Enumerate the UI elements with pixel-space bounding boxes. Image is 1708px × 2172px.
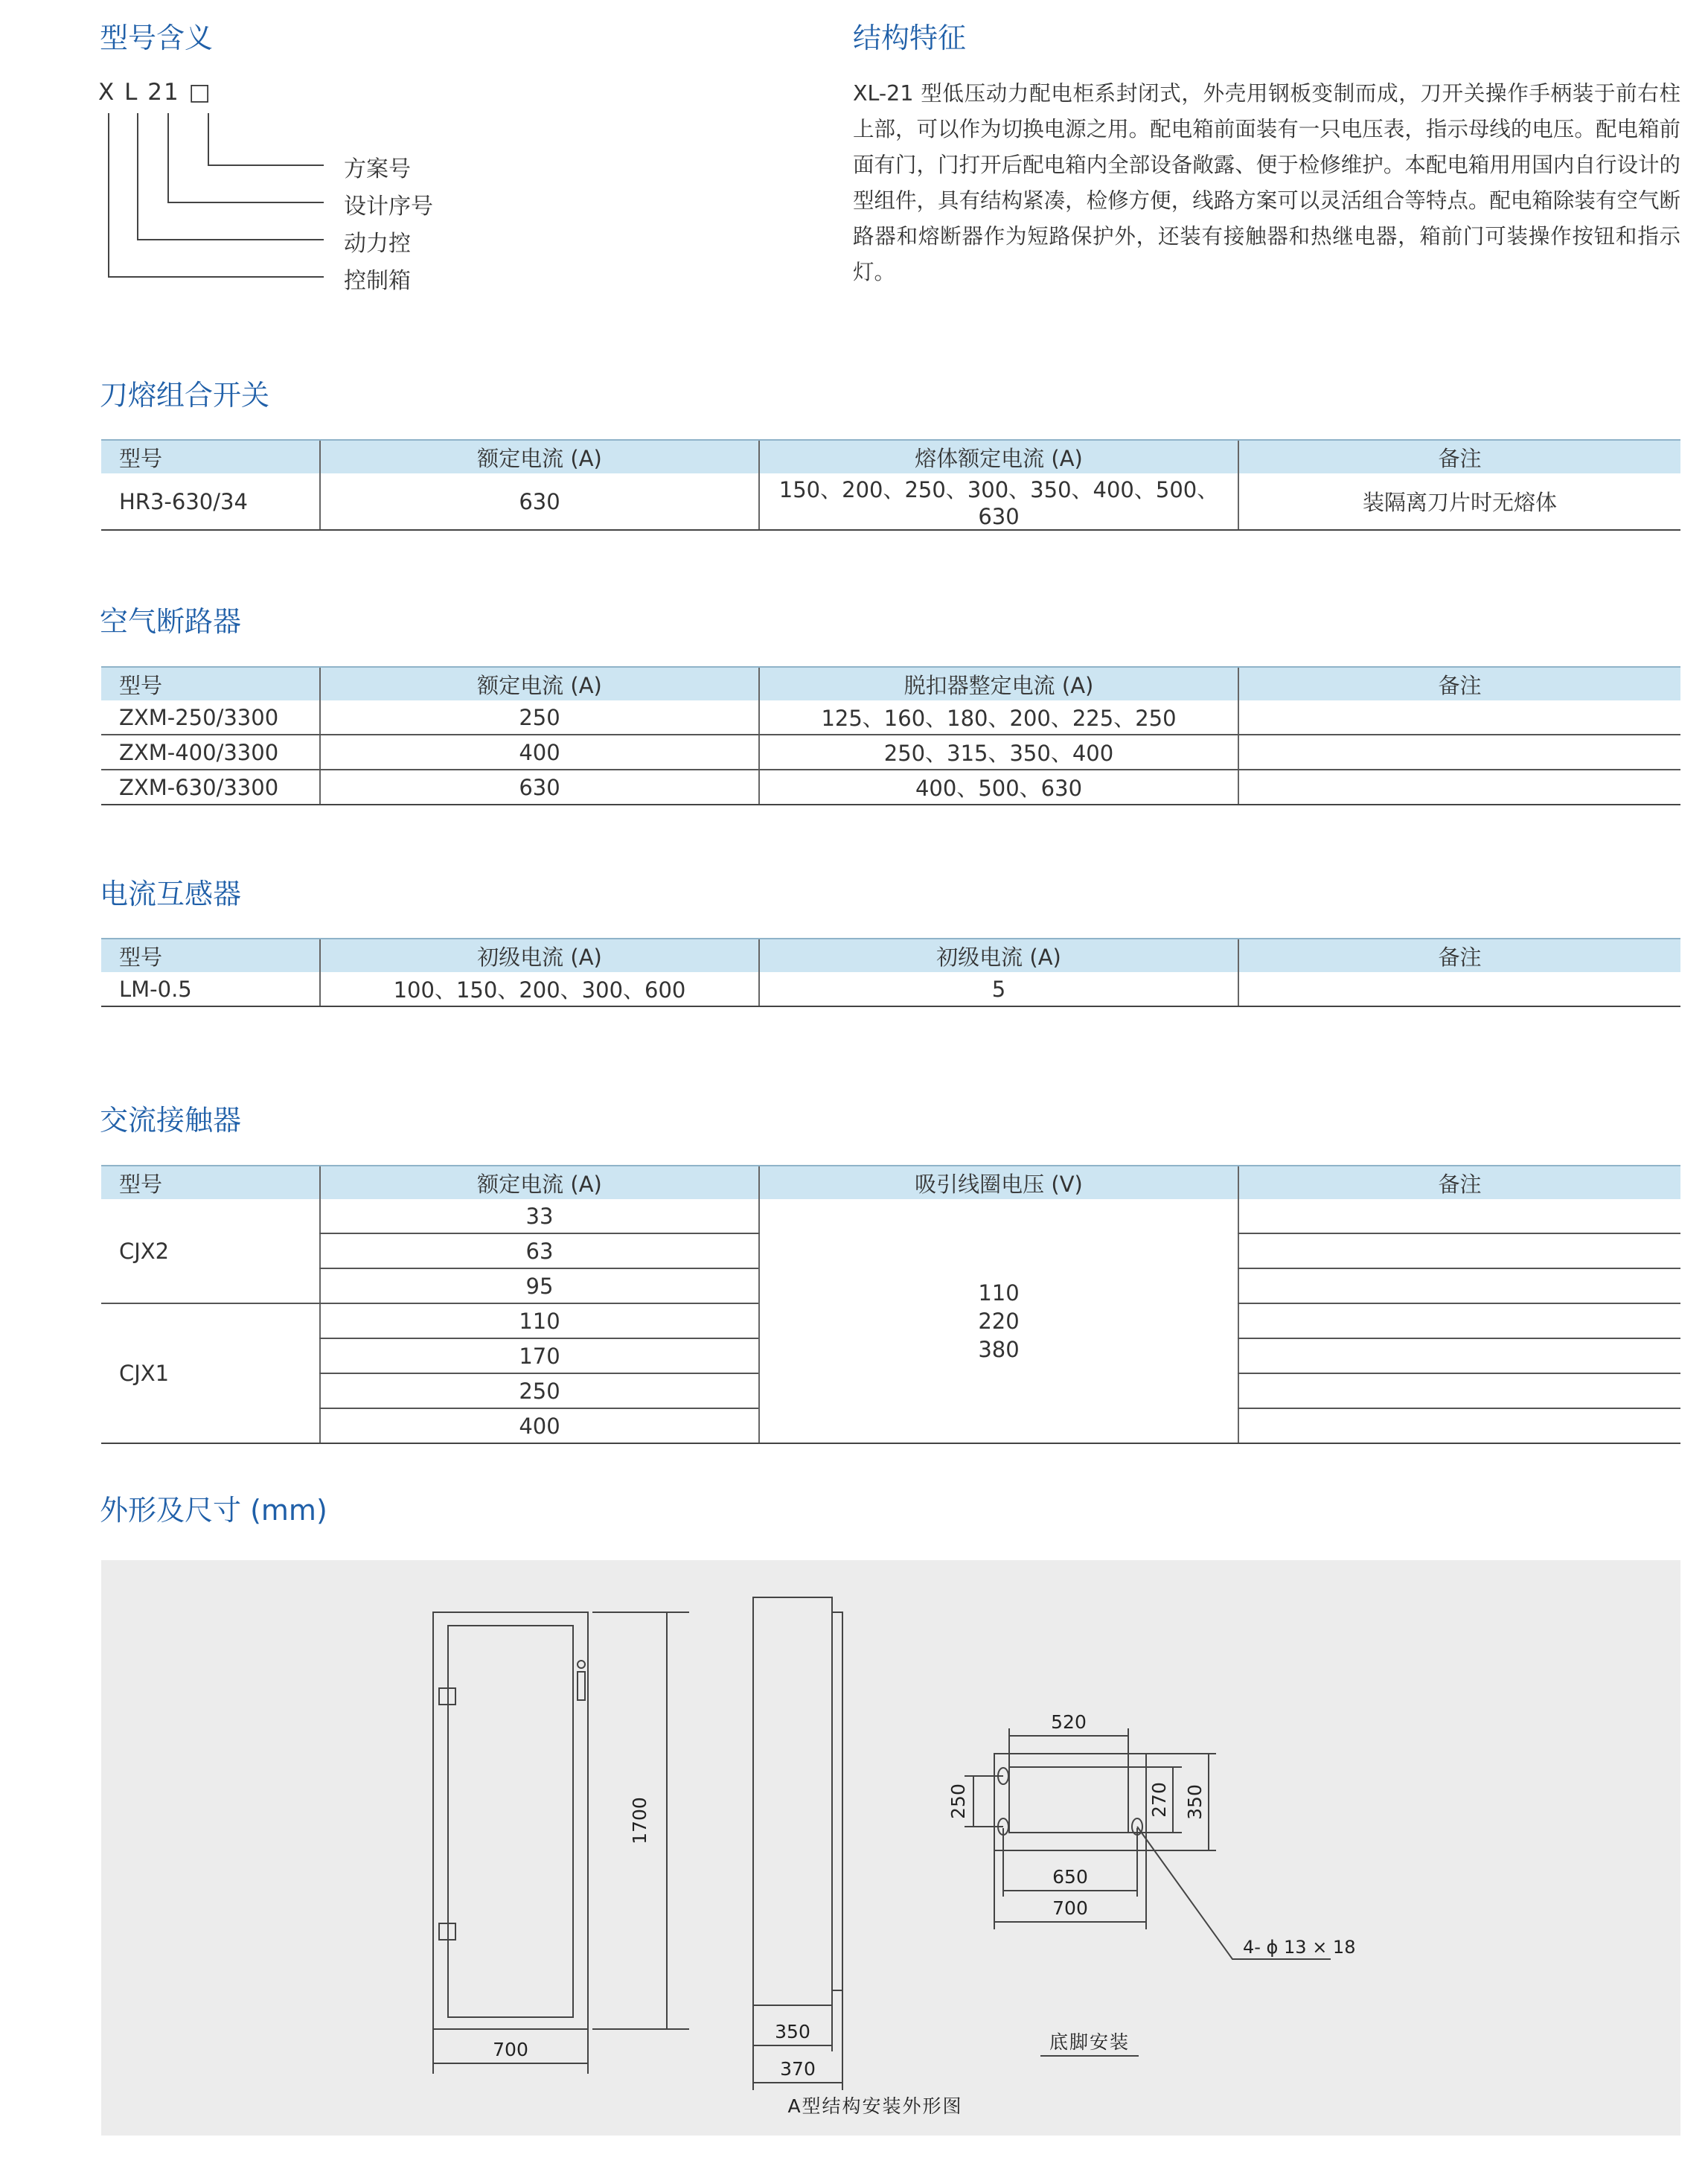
drawing-caption: A型结构安装外形图 (787, 2095, 963, 2117)
dim-350-base: 350 (1184, 1784, 1206, 1820)
table-row: CJX2 33 110 220 380 (101, 1199, 1680, 1233)
table-row: 170 (101, 1338, 1680, 1373)
dim-270: 270 (1148, 1782, 1170, 1818)
header-remark: 备注 (1238, 1166, 1680, 1199)
dim-1700: 1700 (629, 1797, 650, 1844)
ac-contactor-table (101, 1165, 1680, 1444)
section-title-model-meaning: 型号含义 (100, 22, 214, 54)
cabinet-front-outline (433, 1612, 588, 2029)
header-model: 型号 (101, 440, 320, 473)
dim-700-front: 700 (493, 2039, 528, 2060)
section-title-dimensions: 外形及尺寸 (mm) (100, 1494, 327, 1527)
header-remark: 备注 (1238, 939, 1680, 972)
base-outline (994, 1754, 1146, 1850)
cabinet-side-outline (753, 1597, 832, 2005)
model-cjx2: CJX2 (101, 1199, 320, 1303)
hole-spec: 4- ϕ 13 × 18 (1243, 1937, 1356, 1958)
table-row: LM-0.5 100、150、200、300、600 5 (101, 972, 1680, 1006)
dim-370: 370 (780, 2058, 816, 2080)
table-row: 95 (101, 1268, 1680, 1303)
model-cjx1: CJX1 (101, 1303, 320, 1443)
table-row: ZXM-400/3300 400 250、315、350、400 (101, 735, 1680, 770)
table-row: 250 (101, 1373, 1680, 1408)
model-code-diagram (97, 104, 365, 290)
dim-520: 520 (1051, 1711, 1087, 1733)
table-row: 400 (101, 1408, 1680, 1443)
header-remark: 备注 (1238, 440, 1680, 473)
model-code: X L 21 □ (98, 79, 212, 106)
current-transformer-table (101, 938, 1680, 1007)
model-label-box: 控制箱 (344, 268, 411, 294)
header-remark: 备注 (1238, 667, 1680, 700)
installation-drawing (101, 1560, 1680, 2136)
base-caption: 底脚安装 (1049, 2031, 1130, 2053)
dim-250: 250 (947, 1783, 969, 1819)
header-primary-current-2: 初级电流 (A) (759, 939, 1238, 972)
header-rated-current: 额定电流 (A) (320, 1166, 759, 1199)
dim-700-base: 700 (1052, 1897, 1088, 1919)
handle-icon (578, 1672, 585, 1700)
header-model: 型号 (101, 939, 320, 972)
table-row: CJX1 110 (101, 1303, 1680, 1338)
table-row: HR3-630/34 630 150、200、250、300、350、400、500、630 装隔离刀片时无熔体 (101, 473, 1680, 530)
header-primary-current: 初级电流 (A) (320, 939, 759, 972)
model-label-power: 动力控 (344, 231, 411, 257)
dim-650: 650 (1052, 1866, 1088, 1888)
section-title-ac-contactor: 交流接触器 (100, 1104, 242, 1137)
structure-description: XL-21 型低压动力配电柜系封闭式，外壳用钢板变制而成，刀开关操作手柄装于前右柱上部，可以作为切换电源之用。配电箱前面装有一只电压表，指示母线的电压。配电箱前面有门，门打开后配电箱内全部设备敞露、便于检修维护。本配电箱用用国内自行设计的型组件，具有结构紧凑，检修方便，线路方案可以灵活组合等特点。配电箱除装有空气断路器和熔断器作为短路保护外，还装有接触器和热继电器，箱前门可装操作按钮和指示灯。 (853, 81, 1680, 284)
header-rated-current: 额定电流 (A) (320, 440, 759, 473)
section-title-knife-fuse: 刀熔组合开关 (100, 379, 270, 412)
header-model: 型号 (101, 667, 320, 700)
knife-fuse-table (101, 439, 1680, 531)
dim-350: 350 (775, 2021, 810, 2042)
model-label-scheme: 方案号 (344, 156, 411, 182)
coil-voltage-cell: 110 220 380 (759, 1199, 1238, 1443)
header-fuse-current: 熔体额定电流 (A) (759, 440, 1238, 473)
model-label-design-no: 设计序号 (344, 194, 433, 220)
cabinet-door (448, 1626, 573, 2017)
section-title-air-breaker: 空气断路器 (100, 605, 242, 638)
section-title-structure: 结构特征 (853, 22, 967, 54)
base-opening (1009, 1767, 1128, 1833)
lock-icon (578, 1661, 585, 1668)
table-row: 63 (101, 1233, 1680, 1268)
table-row: ZXM-250/3300 250 125、160、180、200、225、250 (101, 700, 1680, 735)
header-rated-current: 额定电流 (A) (320, 667, 759, 700)
table-row: ZXM-630/3300 630 400、500、630 (101, 770, 1680, 805)
header-coil-voltage: 吸引线圈电压 (V) (759, 1166, 1238, 1199)
section-title-current-transformer: 电流互感器 (100, 878, 242, 910)
header-model: 型号 (101, 1166, 320, 1199)
air-breaker-table (101, 666, 1680, 805)
header-trip-current: 脱扣器整定电流 (A) (759, 667, 1238, 700)
